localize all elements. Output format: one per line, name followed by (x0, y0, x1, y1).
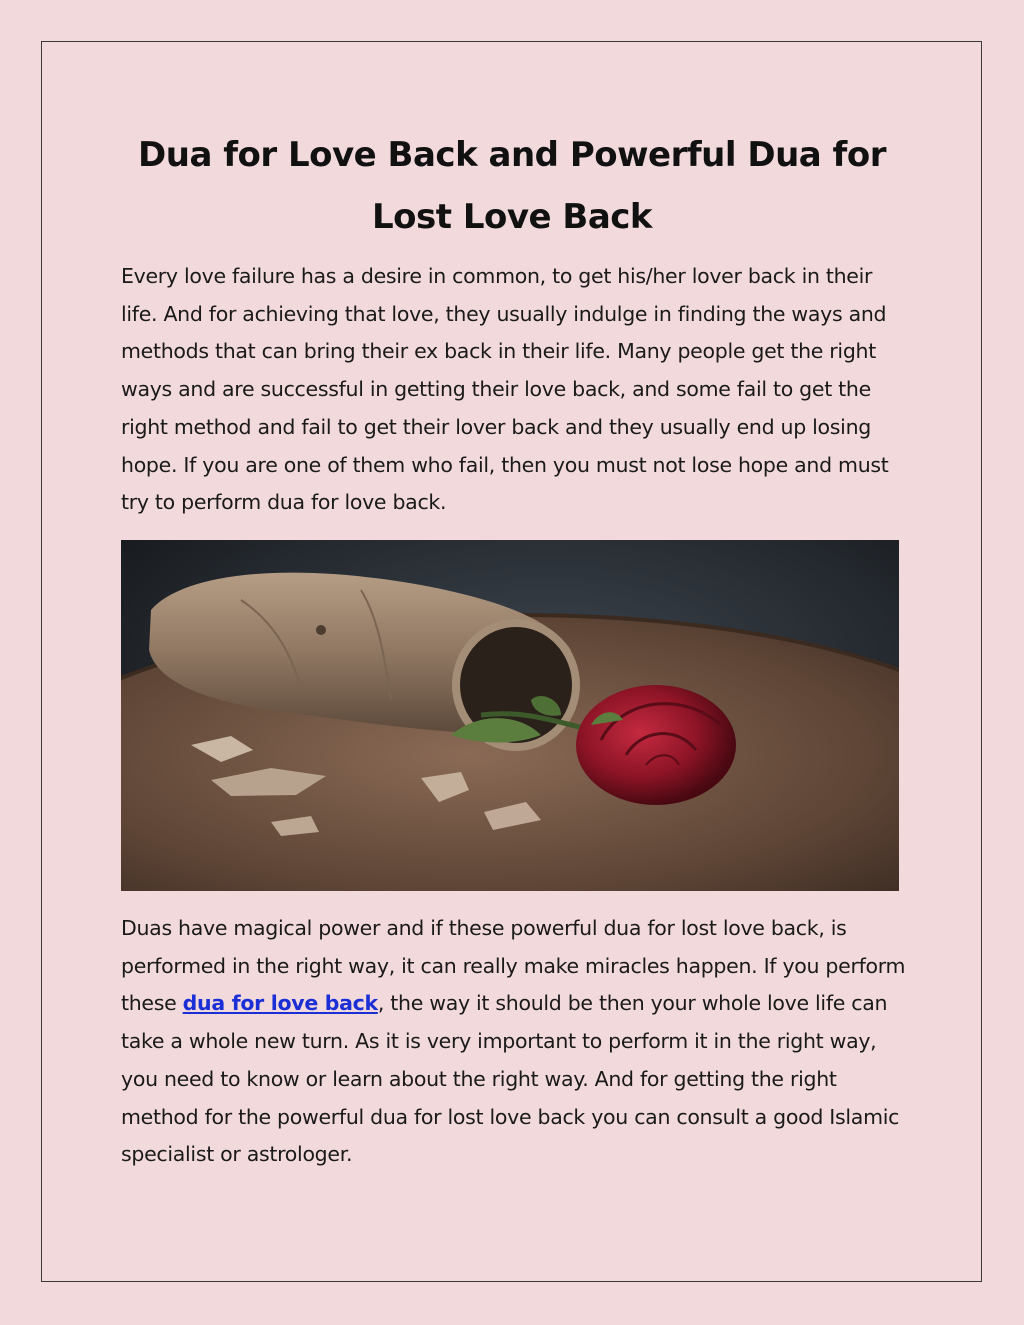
page-title (110, 124, 914, 248)
title-line-1: Dua for Love Back and Powerful Dua for (138, 135, 886, 175)
paragraph-text-before-link: Duas have magical power and if these powerful dua for lost love back, is performed in the right way, it can really make miracles happen. If you perform these (121, 916, 906, 1016)
paragraph-text-after-link: , the way it should be then your whole love life can take a whole new turn. As it is very important to perform it in the right way, you need to know or learn about the right way. And for getting the right method for the powerful dua for lost love back you can consult a good Islamic specialist or astrologer. (121, 991, 900, 1167)
title-line-2: Lost Love Back (371, 197, 653, 237)
intro-paragraph: Every love failure has a desire in common, to get his/her lover back in their life. And for achieving that love, they usually indulge in finding the ways and methods that can bring their ex back in their life. Many people get the right ways and are successful in getting their love back, and some fail to get the right method and fail to get their lover back and they usually end up losing hope. If you are one of them who fail, then you must not lose hope and must try to perform dua for love back. (121, 264, 889, 515)
body-paragraph (121, 910, 911, 1174)
rose-and-pot-photo (121, 540, 899, 891)
dua-for-love-back-link[interactable]: dua for love back (182, 991, 378, 1016)
